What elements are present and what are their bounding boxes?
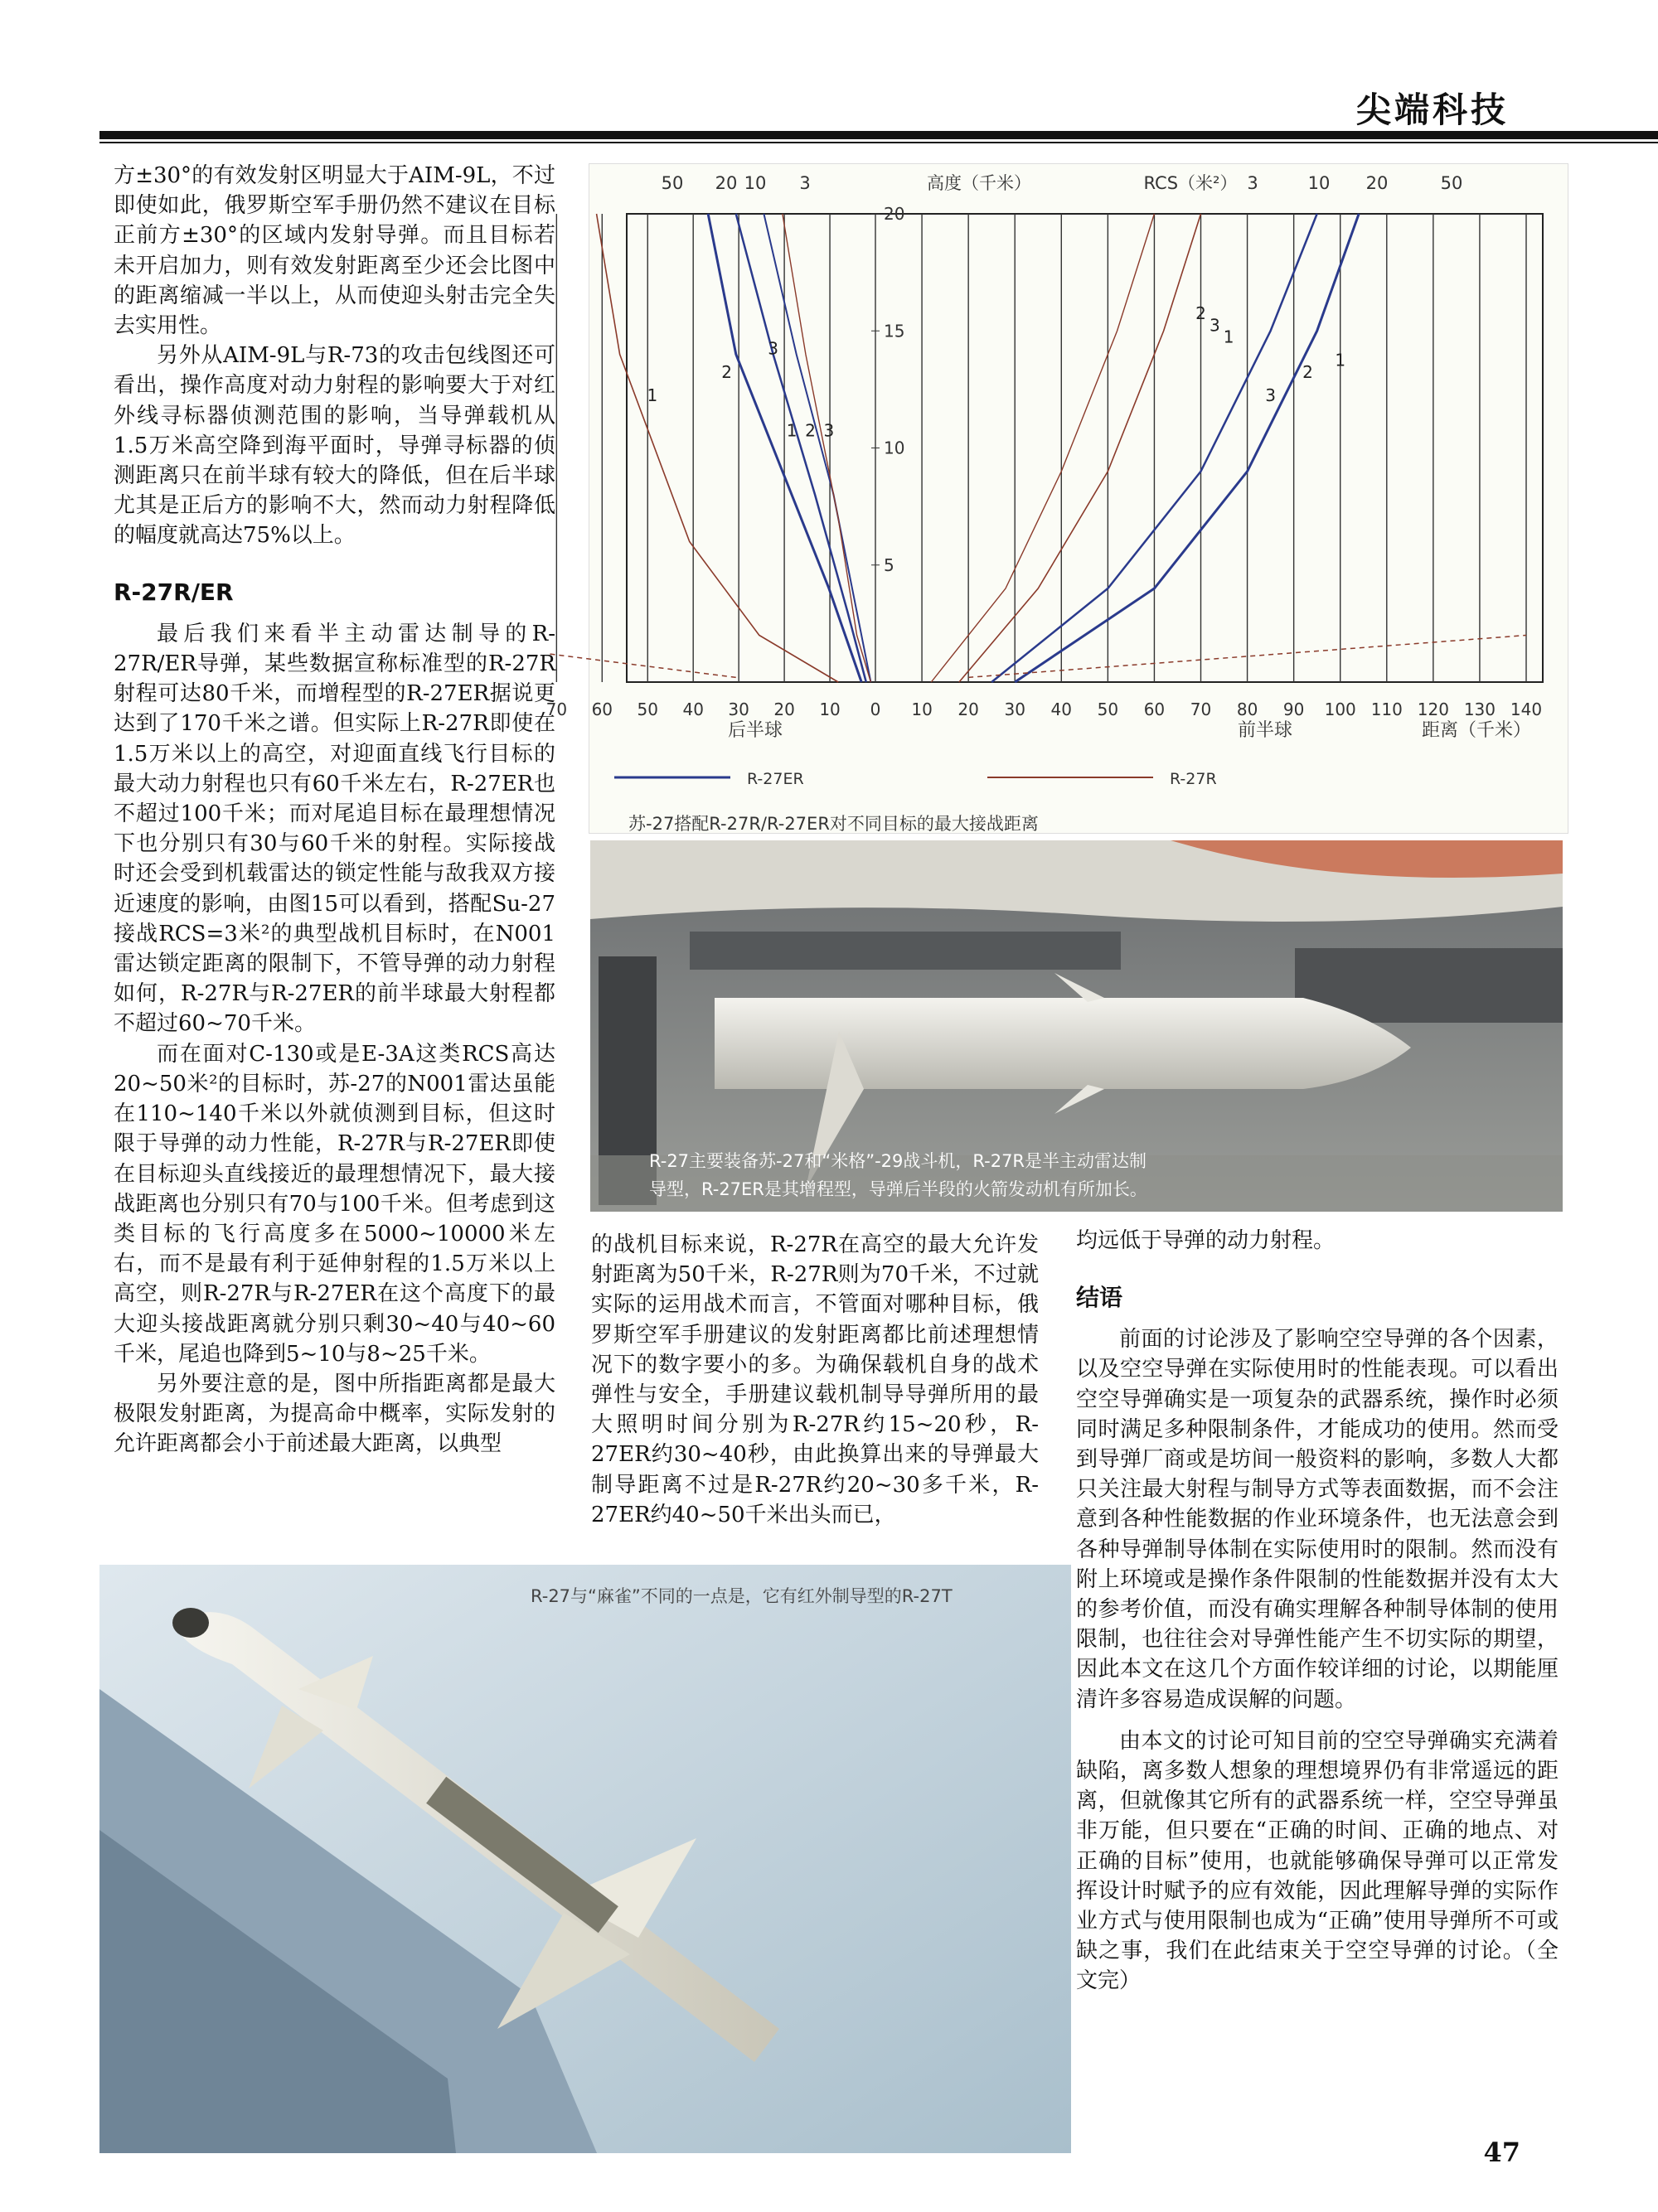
- x-tick-label: 100: [1324, 699, 1356, 719]
- x-tick-label: 10: [911, 699, 933, 719]
- curve-number-label: 3: [768, 338, 779, 359]
- x-tick-label: 50: [637, 699, 658, 719]
- curve-number-label: 1: [786, 420, 797, 441]
- curve-number-label: 1: [647, 385, 658, 405]
- x-axis-label: 距离（千米）: [1421, 720, 1532, 741]
- chart-svg: [545, 164, 1568, 833]
- x-tick-label: 0: [870, 699, 881, 719]
- series-line-r27er: [764, 214, 870, 682]
- curve-number-label: 2: [721, 361, 732, 382]
- missile-photo: [99, 1565, 1071, 2153]
- paragraph: 由本文的讨论可知目前的空空导弹确实充满着缺陷，离多数人想象的理想境界仍有非常遥远的距离，但就像其它所有的武器系统一样，空空导弹虽非万能，但只要在“正确的时间、正确的地点、对正确的目标”使用，也就能够确保导弹可以正常发挥设计时赋予的应有效能，因此理解导弹的实际作业方式与使用限制也成为“正确”使用导弹所不可或缺之事，我们在此结束关于空空导弹的讨论。（全文完）: [1076, 1728, 1559, 1994]
- x-tick-label: 40: [1050, 699, 1073, 719]
- y-tick-label: 15: [884, 321, 905, 341]
- chart-caption: 苏-27搭配R-27R/R-27ER对不同目标的最大接战距离: [628, 814, 1039, 834]
- paragraph: 方±30°的有效发射区明显大于AIM-9L，不过即使如此，俄罗斯空军手册仍然不建议在目标正前方±30°的区域内发射导弹。而且目标若未开启加力，则有效发射距离至少还会比图中的距离缩减一半以上，从而使迎头射击完全失去实用性。: [114, 163, 555, 339]
- series-line-r27r: [550, 654, 736, 677]
- photo-caption-line: 导型，R-27ER是其增程型，导弹后半段的火箭发动机有所加长。: [649, 1179, 1147, 1199]
- y-tick-label: 20: [884, 204, 905, 224]
- curve-number-label: 2: [1195, 303, 1206, 324]
- paragraph: 而在面对C-130或是E-3A这类RCS高达20~50米²的目标时，苏-27的N001雷达虽能在110~140千米以外就侦测到目标，但这时限于导弹的动力性能，R-27R与R-27ER即使在目标迎头直线接近的最理想情况下，最大接战距离也分别只有70与100千米。但考虑到这类目标的飞行高度多在5000~10000米左右，而不是最有利于延伸射程的1.5万米以上高空，则R-27R与R-27ER在这个高度下的最大迎头接战距离就分别只剩30~40与40~60千米，尾追也降到5~10与8~25千米。: [114, 1041, 555, 1367]
- x-tick-label: 120: [1417, 699, 1449, 719]
- series-line-r27er: [736, 214, 866, 682]
- x-tick-label: 80: [1236, 699, 1258, 719]
- x-tick-label: 60: [1143, 699, 1166, 719]
- photo-caption: R-27与“麻雀”不同的一点是，它有红外制导型的R-27T: [531, 1586, 953, 1606]
- chart-top-label: RCS（米²）: [1143, 173, 1238, 193]
- x-tick-label: 140: [1510, 699, 1543, 719]
- x-tick-label: 20: [957, 699, 979, 719]
- rcs-tick-label: 10: [744, 173, 767, 193]
- column-3: [1076, 1283, 1559, 1997]
- column-1: [114, 161, 555, 1459]
- x-tick-label: 40: [682, 699, 704, 719]
- y-tick-label: 5: [884, 554, 894, 575]
- section-heading: R-27R/ER: [114, 578, 234, 606]
- x-tick-label: 60: [591, 699, 613, 719]
- header-rule: [99, 131, 1658, 139]
- section-title: 尖端科技: [1355, 90, 1509, 130]
- curve-number-label: 2: [805, 420, 816, 441]
- chart-top-label: 高度（千米）: [927, 173, 1031, 193]
- series-line-r27er: [1015, 214, 1359, 682]
- rcs-tick-label: 3: [799, 173, 811, 193]
- paragraph: 另外从AIM-9L与R-73的攻击包线图还可看出，操作高度对动力射程的影响要大于对红外线寻标器侦测范围的影响，当导弹载机从1.5万米高空降到海平面时，导弹寻标器的侦测距离只在前半球有较大的降低，但在后半球尤其是正后方的影响不大，然而动力射程降低的幅度就高达75%以上。: [114, 343, 555, 549]
- paragraph-continued: 均远低于导弹的动力射程。: [1076, 1228, 1336, 1253]
- x-tick-label: 130: [1463, 699, 1496, 719]
- rcs-tick-label: 20: [1365, 173, 1389, 193]
- chart-frame: [627, 214, 1543, 682]
- x-tick-label: 90: [1282, 699, 1305, 719]
- paragraph: 的战机目标来说，R-27R在高空的最大允许发射距离为50千米，R-27R则为70千米，不过就实际的运用战术而言，不管面对哪种目标，俄罗斯空军手册建议的发射距离都比前述理想情况下的数字要小的多。为确保载机自身的战术弹性与安全，手册建议载机制导导弹所用的最大照明时间分别为R-27R约15~20秒，R-27ER约30~40秒，由此换算出来的导弹最大制导距离不过是R-27R约20~30多千米，R-27ER约40~50千米出头而已，: [591, 1232, 1039, 1527]
- paragraph: 最后我们来看半主动雷达制导的R-27R/ER导弹，某些数据宣称标准型的R-27R射程可达80千米，而增程型的R-27ER据说更达到了170千米之谱。但实际上R-27R即使在1.5万米以上的高空，对迎面直线飞行目标的最大动力射程也只有60千米左右，R-27ER也不超过100千米；而对尾追目标在最理想情况下也分别只有30与60千米的射程。实际接战时还会受到机载雷达的锁定性能与敌我双方接近速度的影响，由图15可以看到，搭配Su-27接战RCS=3米²的典型战机目标时，在N001雷达锁定距离的限制下，不管导弹的动力射程如何，R-27R与R-27ER的前半球最大射程都不超过60~70千米。: [114, 621, 555, 1037]
- x-tick-label: 10: [819, 699, 841, 719]
- section-heading: 结语: [1076, 1284, 1123, 1311]
- x-tick-label: 30: [1004, 699, 1025, 719]
- curve-number-label: 3: [823, 420, 835, 441]
- photo-caption: [649, 1147, 1147, 1203]
- x-tick-label: 70: [545, 699, 568, 719]
- x-axis-label: 后半球: [727, 720, 783, 741]
- curve-number-label: 1: [1335, 350, 1346, 370]
- rcs-tick-label: 20: [715, 173, 738, 193]
- paragraph: 另外要注意的是，图中所指距离都是最大极限发射距离，为提高命中概率，实际发射的允许距离都会小于前述最大距离，以典型: [114, 1371, 555, 1457]
- photo-caption-line: R-27主要装备苏-27和“米格”-29战斗机，R-27R是半主动雷达制: [649, 1151, 1147, 1171]
- paragraph: 前面的讨论涉及了影响空空导弹的各个因素，以及空空导弹在实际使用时的性能表现。可以看出空空导弹确实是一项复杂的武器系统，操作时必须同时满足多种限制条件，才能成功的使用。然而受到导弹厂商或是坊间一般资料的影响，多数人大都只关注最大射程与制导方式等表面数据，而不会注意到各种性能数据的作业环境条件，也无法意会到各种导弹制导体制在实际使用时的限制。然而没有附上环境或是操作条件限制的性能数据并没有太大的参考价值，而没有确实理解各种制导体制的使用限制，也往往会对导弹性能产生不切实际的期望，因此本文在这几个方面作较详细的讨论，以期能厘清许多容易造成误解的问题。: [1076, 1327, 1559, 1712]
- curve-number-label: 3: [1209, 315, 1220, 336]
- header-rule-thin: [99, 142, 1658, 143]
- x-axis-label: 前半球: [1237, 720, 1293, 741]
- x-tick-label: 110: [1370, 699, 1403, 719]
- y-tick-label: 10: [884, 438, 905, 458]
- curve-number-label: 1: [1223, 327, 1234, 347]
- column-2: [591, 1230, 1039, 1530]
- legend-label: R-27ER: [747, 770, 804, 788]
- page-number: 47: [1483, 2137, 1520, 2168]
- curve-number-label: 2: [1302, 361, 1313, 382]
- x-tick-label: 30: [728, 699, 749, 719]
- x-tick-label: 70: [1190, 699, 1212, 719]
- curve-number-label: 3: [1265, 385, 1276, 405]
- photo-image: [99, 1565, 1071, 2153]
- engagement-chart: [545, 163, 1568, 834]
- legend-label: R-27R: [1170, 770, 1217, 788]
- rcs-tick-label: 50: [661, 173, 684, 193]
- rcs-tick-label: 3: [1247, 173, 1258, 193]
- x-tick-label: 50: [1097, 699, 1119, 719]
- rcs-tick-label: 10: [1307, 173, 1331, 193]
- x-tick-label: 20: [773, 699, 795, 719]
- rcs-tick-label: 50: [1440, 173, 1463, 193]
